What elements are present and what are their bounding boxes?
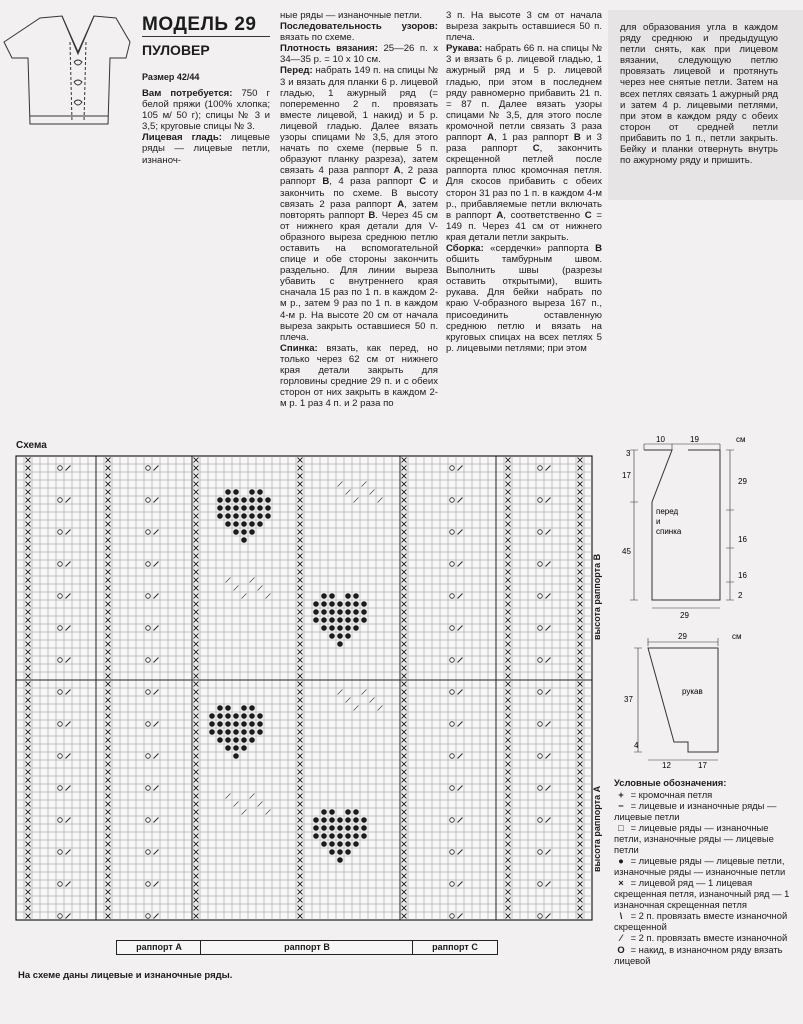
- heart-stitch-dot: [265, 497, 271, 503]
- heart-stitch-dot: [257, 505, 263, 511]
- heart-stitch-dot: [353, 817, 359, 823]
- dim-left-small: 3: [626, 449, 631, 458]
- heart-stitch-dot: [225, 489, 231, 495]
- legend-text: = лицевые ряды — лицевые петли, изнаночные ряды — изнаночные петли: [614, 855, 786, 877]
- heart-stitch-dot: [321, 617, 327, 623]
- legend-item: [614, 823, 798, 855]
- heart-stitch-dot: [345, 617, 351, 623]
- heart-stitch-dot: [361, 617, 367, 623]
- heart-stitch-dot: [353, 617, 359, 623]
- heart-stitch-dot: [241, 513, 247, 519]
- heart-stitch-dot: [233, 729, 239, 735]
- dim-top-right: 19: [690, 435, 699, 444]
- heart-stitch-dot: [329, 833, 335, 839]
- heart-stitch-dot: [225, 521, 231, 527]
- heart-stitch-dot: [217, 721, 223, 727]
- heart-stitch-dot: [249, 497, 255, 503]
- legend-text: = лицевые ряды — изнаночные петли, изнаночные ряды — лицевые петли: [614, 822, 774, 855]
- heart-stitch-dot: [225, 505, 231, 511]
- col2-paragraph: ные ряды — изнаночные петли.: [280, 10, 423, 21]
- materials-text: [142, 88, 270, 166]
- heart-stitch-dot: [329, 593, 335, 599]
- heart-stitch-dot: [321, 601, 327, 607]
- heart-stitch-dot: [361, 833, 367, 839]
- col2-paragraph: Плотность вязания: 25—26 п. x 34—35 р. = 10 x 10 см.: [280, 43, 438, 66]
- pattern-label-2: и: [656, 517, 661, 526]
- legend-item: [614, 911, 798, 932]
- heart-stitch-dot: [257, 713, 263, 719]
- heart-stitch-dot: [249, 737, 255, 743]
- heart-stitch-dot: [249, 489, 255, 495]
- dim-unit: см: [736, 435, 746, 444]
- rapport-a-label: раппорт А: [116, 940, 202, 955]
- heart-stitch-dot: [353, 609, 359, 615]
- heart-stitch-dot: [257, 497, 263, 503]
- heart-stitch-dot: [353, 833, 359, 839]
- heart-stitch-dot: [353, 593, 359, 599]
- heart-stitch-dot: [345, 609, 351, 615]
- heart-stitch-dot: [361, 825, 367, 831]
- sleeve-label: рукав: [682, 687, 703, 696]
- legend-text: = кромочная петля: [628, 788, 713, 800]
- heart-stitch-dot: [321, 825, 327, 831]
- heart-stitch-dot: [233, 737, 239, 743]
- sleeve-pattern: [622, 630, 798, 770]
- dim-right-upper: 29: [738, 477, 747, 486]
- legend-text: = накид, в изнаночном ряду вязать лицевой: [614, 943, 783, 966]
- heart-stitch-dot: [225, 737, 231, 743]
- heart-stitch-dot: [345, 633, 351, 639]
- heart-stitch-dot: [233, 489, 239, 495]
- heart-stitch-dot: [353, 625, 359, 631]
- instructions-column-4: [620, 22, 778, 166]
- legend-item: [614, 933, 798, 944]
- heart-stitch-dot: [329, 825, 335, 831]
- heart-stitch-dot: [353, 825, 359, 831]
- heart-stitch-dot: [313, 817, 319, 823]
- intro-paragraph: Вам потребуется: 750 г белой пряжи (100% хлопка; 105 м/ 50 г); спицы № 3 и 3,5; круговые спицы № 3.: [142, 88, 270, 133]
- height-rapport-a-label: высота раппорта А: [592, 785, 602, 872]
- heart-stitch-dot: [321, 817, 327, 823]
- heart-stitch-dot: [217, 505, 223, 511]
- legend-symbol: +: [618, 788, 624, 800]
- heart-stitch-dot: [321, 833, 327, 839]
- heart-stitch-dot: [345, 841, 351, 847]
- heart-stitch-dot: [337, 817, 343, 823]
- heart-stitch-dot: [313, 609, 319, 615]
- heart-stitch-dot: [249, 521, 255, 527]
- heart-stitch-dot: [217, 729, 223, 735]
- heart-stitch-dot: [257, 489, 263, 495]
- heart-stitch-dot: [321, 841, 327, 847]
- heart-stitch-dot: [241, 729, 247, 735]
- heart-stitch-dot: [233, 529, 239, 535]
- dim-bottom: 29: [680, 611, 689, 620]
- legend-item: [614, 801, 798, 822]
- heart-stitch-dot: [233, 497, 239, 503]
- heart-stitch-dot: [337, 601, 343, 607]
- heart-stitch-dot: [329, 841, 335, 847]
- heart-stitch-dot: [353, 601, 359, 607]
- legend-symbol: ⁄: [620, 932, 622, 944]
- legend-symbol: −: [618, 800, 624, 812]
- col3-paragraph: Сборка: «сердечки» раппорта В обшить тамбурным швом. Выполнить швы (разрезы оставить открытыми), вшить рукава. Для бейки набрать по краю V-образного выреза 167 п., присоединить оставленную среднюю петлю и вязать на круговых спицах на всех петлях 5 р. лицевыми петлями; при этом: [446, 242, 602, 354]
- legend-item: [614, 945, 798, 966]
- heart-stitch-dot: [233, 713, 239, 719]
- heart-stitch-dot: [225, 513, 231, 519]
- pattern-label-1: перед: [656, 507, 679, 516]
- heart-stitch-dot: [345, 849, 351, 855]
- sleeve-dim-bottom-right: 17: [698, 761, 707, 770]
- col3-paragraph: 3 п. На высоте 3 см от начала выреза закрыть оставшиеся 50 п. плеча.: [446, 10, 602, 44]
- sleeve-dim-bottom-left: 12: [662, 761, 671, 770]
- heart-stitch-dot: [345, 593, 351, 599]
- model-subtitle: ПУЛОВЕР: [142, 42, 210, 58]
- sleeve-dim-unit: см: [732, 632, 742, 641]
- col2-paragraph: Перед: набрать 149 п. на спицы № 3 и вязать для планки 6 р. лицевой гладью, 1 ажурный ряд (= попеременно 2 п. провязать вместе лицевой, 1 накид) и 5 р. лицевой гладью. Далее вязать узоры спицами № 3,5, для этого начать по схеме (первые 5 п. образуют планку разреза), затем связать 4 раза раппорт А, 2 раза раппорт В, 4 раза раппорт С и закончить по схеме. В высоту связать 2 раза раппорт А, затем повторять раппорт В. Через 45 см от нижнего края детали для V-образного выреза среднюю петлю оставить на вспомогательной спице и обе стороны закончить раздельно. Для линии выреза убавить с внутреннего края сначала 15 раз по 1 п. в каждом 2-м р., затем 9 раз по 1 п. в каждом 4-м р. На высоте 20 см от начала выреза закрыть оставшиеся 50 п. плеча.: [280, 65, 439, 343]
- heart-stitch-dot: [257, 721, 263, 727]
- heart-stitch-dot: [345, 833, 351, 839]
- legend-title: Условные обозначения:: [614, 777, 727, 788]
- heart-stitch-dot: [233, 745, 239, 751]
- heart-stitch-dot: [329, 809, 335, 815]
- heart-stitch-dot: [313, 833, 319, 839]
- schema-title: Схема: [16, 440, 47, 451]
- heart-stitch-dot: [249, 713, 255, 719]
- heart-stitch-dot: [249, 729, 255, 735]
- heart-stitch-dot: [353, 809, 359, 815]
- heart-stitch-dot: [337, 625, 343, 631]
- legend-symbol: ×: [618, 877, 624, 889]
- heart-stitch-dot: [337, 857, 343, 863]
- dim-left-lower: 45: [622, 547, 631, 556]
- heart-stitch-dot: [225, 705, 231, 711]
- heart-stitch-dot: [233, 513, 239, 519]
- instructions-column-2: [280, 10, 438, 409]
- heart-stitch-dot: [337, 825, 343, 831]
- col2-paragraph: Последовательность узоров: вязать по схеме.: [280, 21, 438, 44]
- heart-stitch-dot: [337, 617, 343, 623]
- heart-stitch-dot: [361, 817, 367, 823]
- heart-stitch-dot: [241, 521, 247, 527]
- heart-stitch-dot: [337, 641, 343, 647]
- heart-stitch-dot: [329, 849, 335, 855]
- heart-stitch-dot: [313, 617, 319, 623]
- intro-paragraph: Лицевая гладь: лицевые ряды — лицевые петли, изнаноч-: [142, 132, 270, 166]
- heart-stitch-dot: [241, 721, 247, 727]
- heart-stitch-dot: [233, 753, 239, 759]
- heart-stitch-dot: [361, 609, 367, 615]
- heart-stitch-dot: [353, 841, 359, 847]
- heart-stitch-dot: [257, 729, 263, 735]
- heart-stitch-dot: [265, 513, 271, 519]
- legend-text: = лицевой ряд — 1 лицевая скрещенная петля, изнаночный ряд — 1 изнаночная скрещенная петля: [614, 877, 790, 910]
- title-underline: [142, 36, 270, 37]
- heart-stitch-dot: [361, 601, 367, 607]
- sleeve-dim-top: 29: [678, 632, 687, 641]
- heart-stitch-dot: [241, 505, 247, 511]
- heart-stitch-dot: [329, 633, 335, 639]
- dim-top-left: 10: [656, 435, 665, 444]
- dim-right-mid2: 16: [738, 571, 747, 580]
- heart-stitch-dot: [217, 705, 223, 711]
- heart-stitch-dot: [345, 625, 351, 631]
- legend-symbol: ●: [618, 855, 624, 867]
- heart-stitch-dot: [329, 817, 335, 823]
- legend-text: = 2 п. провязать вместе изнаночной: [628, 932, 788, 944]
- chart-footnote: На схеме даны лицевые и изнаночные ряды.: [18, 970, 233, 981]
- heart-stitch-dot: [313, 601, 319, 607]
- heart-stitch-dot: [337, 633, 343, 639]
- heart-stitch-dot: [241, 537, 247, 543]
- heart-stitch-dot: [241, 529, 247, 535]
- legend-text: = 2 п. провязать вместе изнаночной скрещенной: [614, 910, 788, 932]
- dim-right-mid1: 16: [738, 535, 747, 544]
- legend-text: = лицевые и изнаночные ряды — лицевые петли: [614, 800, 777, 822]
- heart-stitch-dot: [241, 705, 247, 711]
- heart-stitch-dot: [321, 609, 327, 615]
- size-label: Размер 42/44: [142, 72, 200, 82]
- sleeve-dim-left: 37: [624, 695, 633, 704]
- heart-stitch-dot: [249, 513, 255, 519]
- heart-stitch-dot: [209, 713, 215, 719]
- heart-stitch-dot: [313, 825, 319, 831]
- model-title: МОДЕЛЬ 29: [142, 14, 257, 35]
- heart-stitch-dot: [249, 721, 255, 727]
- rapport-c-label: раппорт С: [412, 940, 498, 955]
- col4-paragraph: для образования угла в каждом ряду среднюю и предыдущую петли снять, как при лицевом вязании, следующую петлю провязать лицевой и протянуть через нее снятые петли. Затем на всех петлях связать 1 ажурный ряд и затем 4 р. лицевыми петлями, при этом в каждом ряду с обеих сторон от средней петли прибавить по 1 п., петли закрыть. Бейку и планки отвернуть внутрь по ажурному ряду и пришить.: [620, 22, 778, 167]
- heart-stitch-dot: [257, 513, 263, 519]
- heart-stitch-dot: [233, 521, 239, 527]
- sweater-sketch: [0, 12, 136, 130]
- legend-symbol: □: [618, 822, 624, 834]
- heart-stitch-dot: [329, 601, 335, 607]
- pattern-label-3: спинка: [656, 527, 682, 536]
- heart-stitch-dot: [345, 825, 351, 831]
- heart-stitch-dot: [249, 505, 255, 511]
- heart-stitch-dot: [217, 713, 223, 719]
- heart-stitch-dot: [225, 721, 231, 727]
- sleeve-dim-bottom-small: 4: [634, 741, 639, 750]
- heart-stitch-dot: [217, 737, 223, 743]
- heart-stitch-dot: [249, 529, 255, 535]
- heart-stitch-dot: [345, 817, 351, 823]
- legend-item: [614, 878, 798, 910]
- dim-right-bottom: 2: [738, 591, 743, 600]
- heart-stitch-dot: [257, 521, 263, 527]
- heart-stitch-dot: [217, 497, 223, 503]
- heart-stitch-dot: [321, 809, 327, 815]
- heart-stitch-dot: [249, 705, 255, 711]
- heart-stitch-dot: [233, 721, 239, 727]
- heart-stitch-dot: [241, 497, 247, 503]
- heart-stitch-dot: [217, 513, 223, 519]
- legend-item: [614, 790, 798, 801]
- heart-stitch-dot: [337, 849, 343, 855]
- legend-symbol: \: [619, 910, 623, 922]
- heart-stitch-dot: [337, 609, 343, 615]
- heart-stitch-dot: [241, 713, 247, 719]
- heart-stitch-dot: [337, 841, 343, 847]
- height-rapport-b-label: высота раппорта В: [592, 553, 602, 640]
- front-back-pattern: [622, 432, 798, 620]
- rapport-b-label: раппорт В: [200, 940, 414, 955]
- heart-stitch-dot: [209, 729, 215, 735]
- heart-stitch-dot: [225, 497, 231, 503]
- heart-stitch-dot: [329, 617, 335, 623]
- legend-symbol: O: [617, 943, 625, 955]
- heart-stitch-dot: [265, 505, 271, 511]
- heart-stitch-dot: [225, 745, 231, 751]
- heart-stitch-dot: [241, 745, 247, 751]
- heart-stitch-dot: [321, 625, 327, 631]
- col3-paragraph: Рукава: набрать 66 п. на спицы № 3 и вязать 6 р. лицевой гладью, 1 ажурный ряд и 5 р. лицевой гладью, при этом в последнем ряду равномерно прибавить 21 п. = 87 п. Далее вязать узоры спицами № 3,5, для этого после кромочной петли связать 3 раза раппорт А, 1 раз раппорт В и 3 раза раппорт С, закончить скрещенной петлей после раппорта плюс кромочная петля. Для скосов прибавить с обеих сторон 31 раз по 1 п. в каждом 4-м р., прибавляемые петли включать в раппорт А, соответственно С = 149 п. Через 41 см от нижнего края детали петли закрыть.: [446, 43, 602, 243]
- legend-item: [614, 856, 798, 877]
- heart-stitch-dot: [329, 609, 335, 615]
- heart-stitch-dot: [329, 625, 335, 631]
- heart-stitch-dot: [321, 593, 327, 599]
- col2-paragraph: Спинка: вязать, как перед, но только через 62 см от нижнего края детали закрыть для горловины средние 29 п. и с обеих сторон от них закрыть в каждом 2-м р. 1 раз 4 п. и 2 раза по: [280, 342, 438, 410]
- dim-left-upper: 17: [622, 471, 631, 480]
- legend: [614, 778, 798, 967]
- knitting-chart: [16, 456, 610, 956]
- heart-stitch-dot: [225, 729, 231, 735]
- heart-stitch-dot: [225, 713, 231, 719]
- heart-stitch-dot: [241, 737, 247, 743]
- heart-stitch-dot: [233, 505, 239, 511]
- instructions-column-3: [446, 10, 602, 354]
- heart-stitch-dot: [209, 721, 215, 727]
- heart-stitch-dot: [345, 809, 351, 815]
- heart-stitch-dot: [337, 833, 343, 839]
- heart-stitch-dot: [345, 601, 351, 607]
